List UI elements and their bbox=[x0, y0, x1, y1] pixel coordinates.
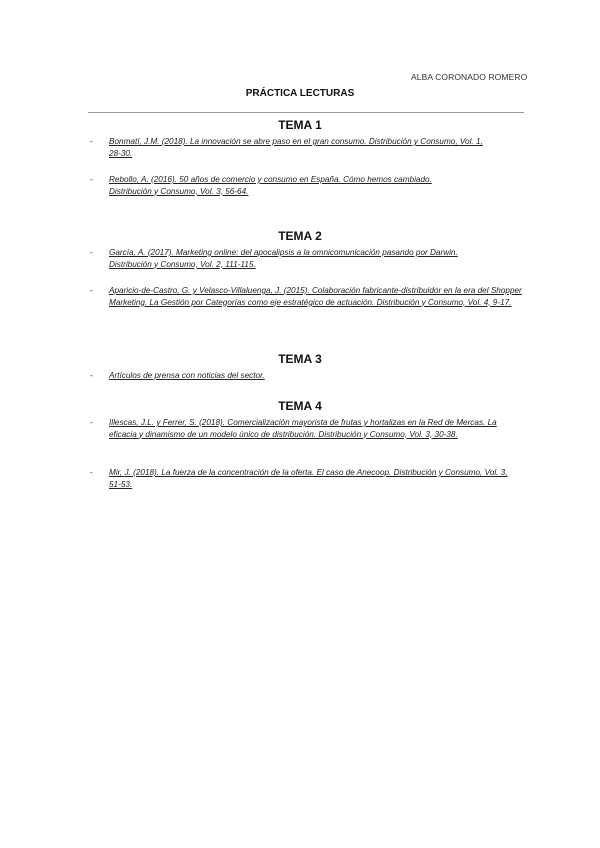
section-title-tema-1: TEMA 1 bbox=[278, 118, 322, 132]
list-bullet: - bbox=[90, 371, 93, 380]
reference-item bbox=[88, 174, 528, 197]
section-title-tema-2: TEMA 2 bbox=[278, 229, 322, 243]
reference-item bbox=[88, 247, 528, 270]
reference-item bbox=[88, 467, 528, 490]
reference-text: Artículos de prensa con noticias del sector. bbox=[109, 371, 265, 380]
reference-text: Rebollo, A. (2016). 50 años de comercio y consumo en España. Cómo hemos cambiado. Distribución y Consumo, Vol. 3, 56-64. bbox=[109, 175, 432, 196]
title-divider bbox=[88, 112, 524, 113]
list-bullet: - bbox=[90, 286, 93, 295]
reference-item bbox=[88, 417, 528, 440]
list-bullet: - bbox=[90, 418, 93, 427]
list-bullet: - bbox=[90, 468, 93, 477]
reference-item bbox=[88, 285, 528, 308]
reference-text: Bonmatí, J.M. (2018). La innovación se abre paso en el gran consumo. Distribución y Consumo, Vol. 1, 28-30. bbox=[109, 137, 483, 158]
author-name: ALBA CORONADO ROMERO bbox=[411, 72, 528, 82]
list-bullet: - bbox=[90, 248, 93, 257]
document-title: PRÁCTICA LECTURAS bbox=[245, 88, 355, 99]
reference-text: Aparicio-de-Castro, G. y Velasco-Villaluenga, J. (2015). Colaboración fabricante-distribuidor en la era del Shopper Marketing. La Gestión por Categorías como eje estratégico de actuación. Distribución y Consumo, Vol. 4, 9-17. bbox=[109, 286, 522, 307]
reference-text: Illescas, J.L. y Ferrer, S. (2018). Comercialización mayorista de frutas y hortalizas en la Red de Mercas. La eficacia y dinamismo de un modelo único de distribución. Distribución y Consumo, Vol. 3, 30-38. bbox=[109, 418, 497, 439]
section-title-tema-4: TEMA 4 bbox=[278, 399, 322, 413]
reference-text: García, A. (2017). Marketing online: del apocalipsis a la omnicomunicación pasando por Darwin. Distribución y Consumo, Vol. 2, 111-115. bbox=[109, 248, 458, 269]
reference-text: Mir, J. (2018). La fuerza de la concentración de la oferta. El caso de Anecoop. Distribución y Consumo, Vol. 3, 51-53. bbox=[109, 468, 508, 489]
section-title-tema-3: TEMA 3 bbox=[278, 352, 322, 366]
reference-item bbox=[88, 136, 528, 159]
list-bullet: - bbox=[90, 137, 93, 146]
list-bullet: - bbox=[90, 175, 93, 184]
reference-item bbox=[88, 370, 528, 382]
